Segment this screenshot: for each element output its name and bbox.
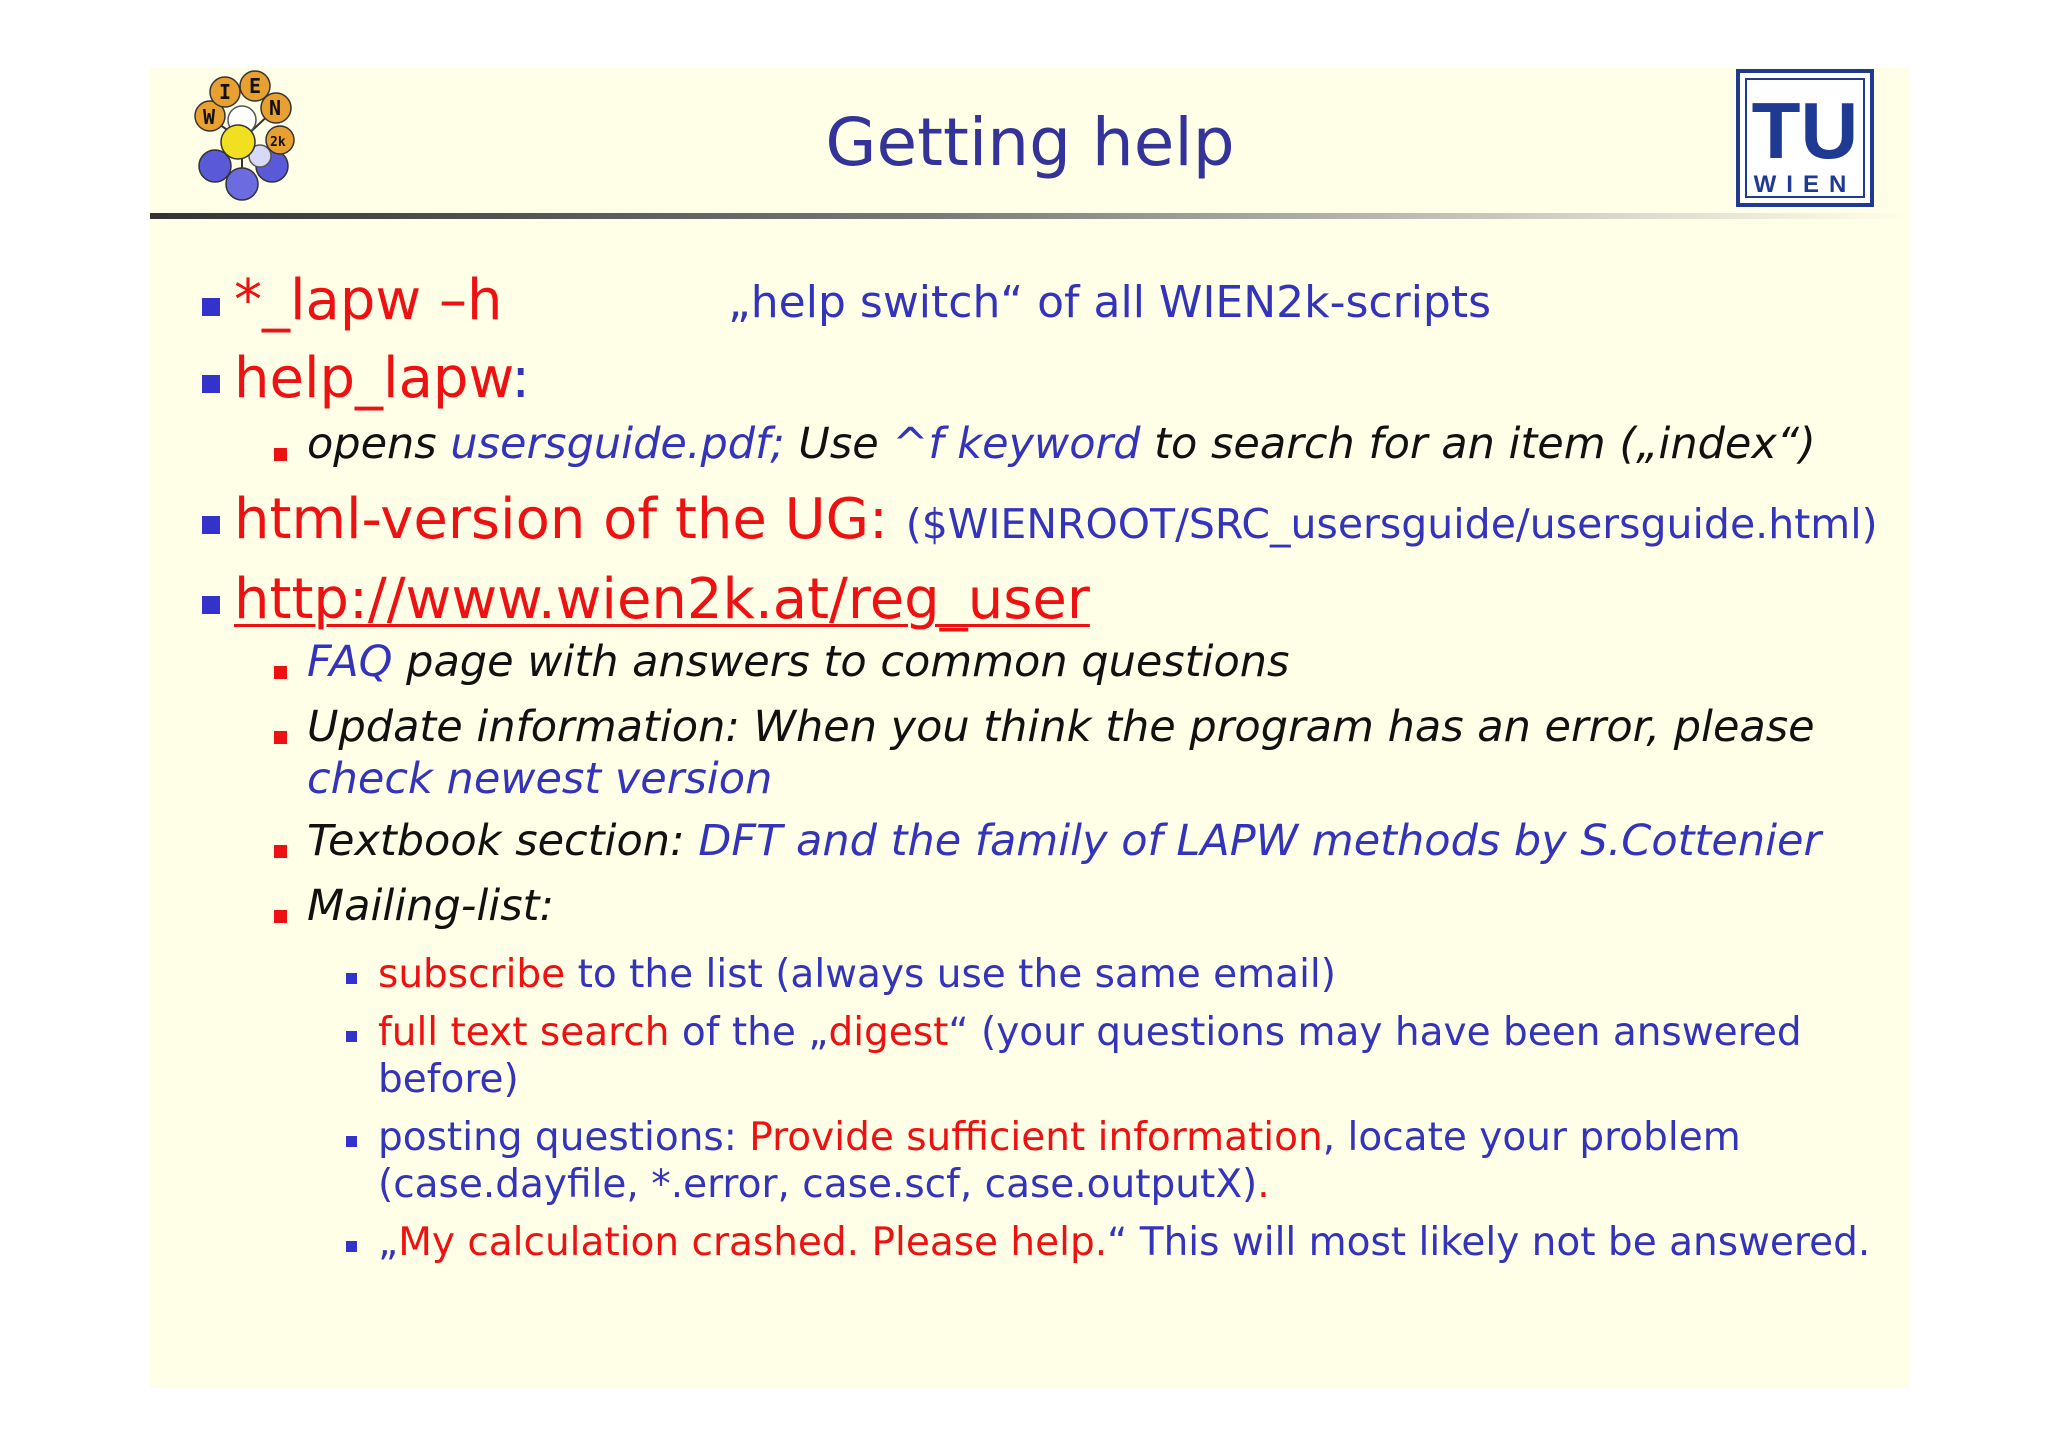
bullet-subscribe [378, 952, 1336, 997]
full-text-search-text: full text search [378, 1010, 670, 1055]
period: . [1257, 1162, 1270, 1207]
logo-letter-n: N [269, 96, 282, 120]
sub-bullet-square [274, 845, 287, 858]
cmd-lapw-h: *_lapw –h [234, 268, 503, 333]
bullet-square [202, 375, 220, 393]
colon: : [511, 346, 531, 411]
sub-sub-bullet-square [346, 1031, 357, 1042]
bullet-lapw-h [234, 268, 503, 333]
bullet-opens-usersguide [307, 419, 1816, 469]
sub-sub-bullet-square [346, 1241, 357, 1252]
bullet-update-cont [307, 754, 773, 804]
keyword-text: ^f keyword [892, 419, 1141, 469]
help-switch-text: „help switch“ of all WIEN2k-scripts [728, 277, 1492, 328]
text: before) [378, 1057, 519, 1102]
text: Update information: When you think the program has an error, please [307, 702, 1815, 752]
bullet-square [202, 596, 220, 614]
text: “ (your questions may have been answered [948, 1010, 1802, 1055]
logo-letter-i: I [219, 80, 232, 104]
wien-text: WIEN [1753, 171, 1857, 198]
bullet-full-text-search-cont [378, 1057, 519, 1102]
bullet-faq [307, 637, 1290, 687]
reg-user-link[interactable]: http://www.wien2k.at/reg_user [234, 567, 1090, 632]
cmd-help-lapw: help_lapw [234, 346, 512, 411]
text: opens [307, 419, 451, 469]
text: “ This will most likely not be answered. [1107, 1220, 1871, 1265]
bullet-html-version [234, 487, 1878, 552]
slide [150, 68, 1910, 1388]
text: Use [784, 419, 893, 469]
text: page with answers to common questions [392, 637, 1290, 687]
tu-wien-logo [1735, 68, 1875, 208]
faq-text: FAQ [307, 637, 393, 687]
bullet-help-lapw [234, 346, 531, 411]
newest-version-text: check newest version [307, 754, 773, 804]
bullet-update [307, 702, 1815, 752]
html-path-text: ($WIENROOT/SRC_usersguide/usersguide.html) [905, 500, 1878, 548]
text: (case.dayfile, *.error, case.scf, case.outputX) [378, 1162, 1258, 1207]
logo-letter-w: W [203, 105, 216, 129]
bullet-posting-questions [378, 1115, 1741, 1160]
bullet-reg-user[interactable] [234, 567, 1090, 632]
subscribe-text: subscribe [378, 952, 566, 997]
page-title: Getting help [825, 104, 1235, 181]
sub-bullet-square [274, 731, 287, 744]
crashed-quote: My calculation crashed. Please help. [398, 1220, 1108, 1265]
sub-sub-bullet-square [346, 973, 357, 984]
text: to search for an item („index“) [1140, 419, 1816, 469]
text: Textbook section: [307, 816, 699, 866]
digest-text: digest [828, 1010, 949, 1055]
bullet-square [202, 298, 220, 316]
text: posting questions: [378, 1115, 750, 1160]
logo-letter-e: E [249, 74, 262, 98]
bullet-textbook [307, 816, 1822, 866]
logo-letter-2k: 2k [270, 135, 286, 150]
sub-bullet-square [274, 666, 287, 679]
bullet-mailing-list [307, 881, 554, 931]
sub-sub-bullet-square [346, 1136, 357, 1147]
sufficient-info-text: Provide sufficient information [749, 1115, 1323, 1160]
bullet-posting-questions-cont [378, 1162, 1270, 1207]
sub-bullet-square [274, 448, 287, 461]
title-rule [150, 213, 1910, 219]
sub-bullet-square [274, 910, 287, 923]
usersguide-link: usersguide.pdf; [450, 419, 785, 469]
bullet-square [202, 516, 220, 534]
text: „ [378, 1220, 399, 1265]
bullet-crashed [378, 1220, 1871, 1265]
text: to the list (always use the same email) [565, 952, 1336, 997]
text: Mailing-list: [307, 881, 554, 931]
textbook-title: DFT and the family of LAPW methods by S.Cottenier [698, 816, 1822, 866]
bullet-full-text-search [378, 1010, 1802, 1055]
text: , locate your problem [1322, 1115, 1741, 1160]
tu-text: TU [1751, 86, 1859, 175]
html-version-text: html-version of the UG: [234, 487, 906, 552]
text: of the „ [669, 1010, 829, 1055]
lapw-h-desc [728, 277, 1492, 328]
